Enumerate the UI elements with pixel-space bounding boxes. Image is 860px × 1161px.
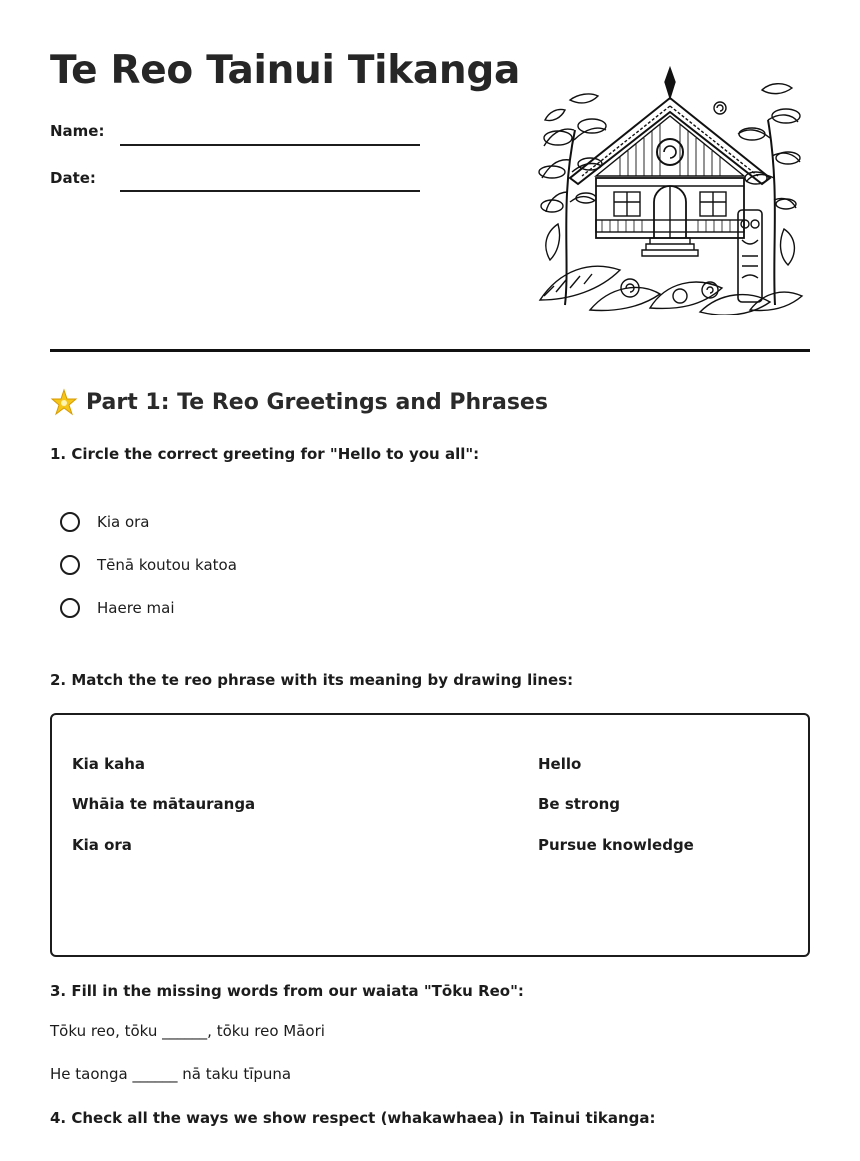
match-left-item[interactable]: Kia ora bbox=[72, 836, 132, 854]
match-right-item[interactable]: Pursue knowledge bbox=[538, 836, 694, 854]
q1-option-label: Haere mai bbox=[97, 599, 175, 617]
q1-option[interactable] bbox=[60, 598, 175, 618]
wharenui-illustration bbox=[530, 60, 810, 315]
q1-option[interactable] bbox=[60, 512, 150, 532]
q1-option-circle[interactable] bbox=[60, 598, 80, 618]
date-label: Date: bbox=[50, 169, 96, 187]
star-icon bbox=[50, 388, 78, 416]
q1-option-circle[interactable] bbox=[60, 555, 80, 575]
match-left-item[interactable]: Whāia te mātauranga bbox=[72, 795, 256, 813]
match-right-item[interactable]: Hello bbox=[538, 755, 582, 773]
date-field[interactable] bbox=[120, 190, 420, 192]
q1-prompt: 1. Circle the correct greeting for "Hello to you all": bbox=[50, 445, 480, 463]
q1-option-label: Tēnā koutou katoa bbox=[97, 556, 237, 574]
q2-prompt: 2. Match the te reo phrase with its meaning by drawing lines: bbox=[50, 671, 574, 689]
part1-heading bbox=[50, 388, 548, 416]
header-divider bbox=[50, 349, 810, 352]
match-right-item[interactable]: Be strong bbox=[538, 795, 621, 813]
q1-option-circle[interactable] bbox=[60, 512, 80, 532]
name-label: Name: bbox=[50, 122, 105, 140]
matching-box bbox=[50, 713, 810, 957]
q3-lyric-line[interactable]: Tōku reo, tōku ______, tōku reo Māori bbox=[50, 1022, 325, 1040]
worksheet-title: Te Reo Tainui Tikanga bbox=[50, 48, 520, 93]
match-left-item[interactable]: Kia kaha bbox=[72, 755, 146, 773]
q4-prompt: 4. Check all the ways we show respect (whakawhaea) in Tainui tikanga: bbox=[50, 1109, 656, 1127]
q3-lyric-line[interactable]: He taonga ______ nā taku tīpuna bbox=[50, 1065, 292, 1083]
part1-heading-text: Part 1: Te Reo Greetings and Phrases bbox=[86, 389, 548, 415]
q1-option-label: Kia ora bbox=[97, 513, 150, 531]
q1-option[interactable] bbox=[60, 555, 237, 575]
name-field[interactable] bbox=[120, 144, 420, 146]
q3-prompt: 3. Fill in the missing words from our waiata "Tōku Reo": bbox=[50, 982, 524, 1000]
